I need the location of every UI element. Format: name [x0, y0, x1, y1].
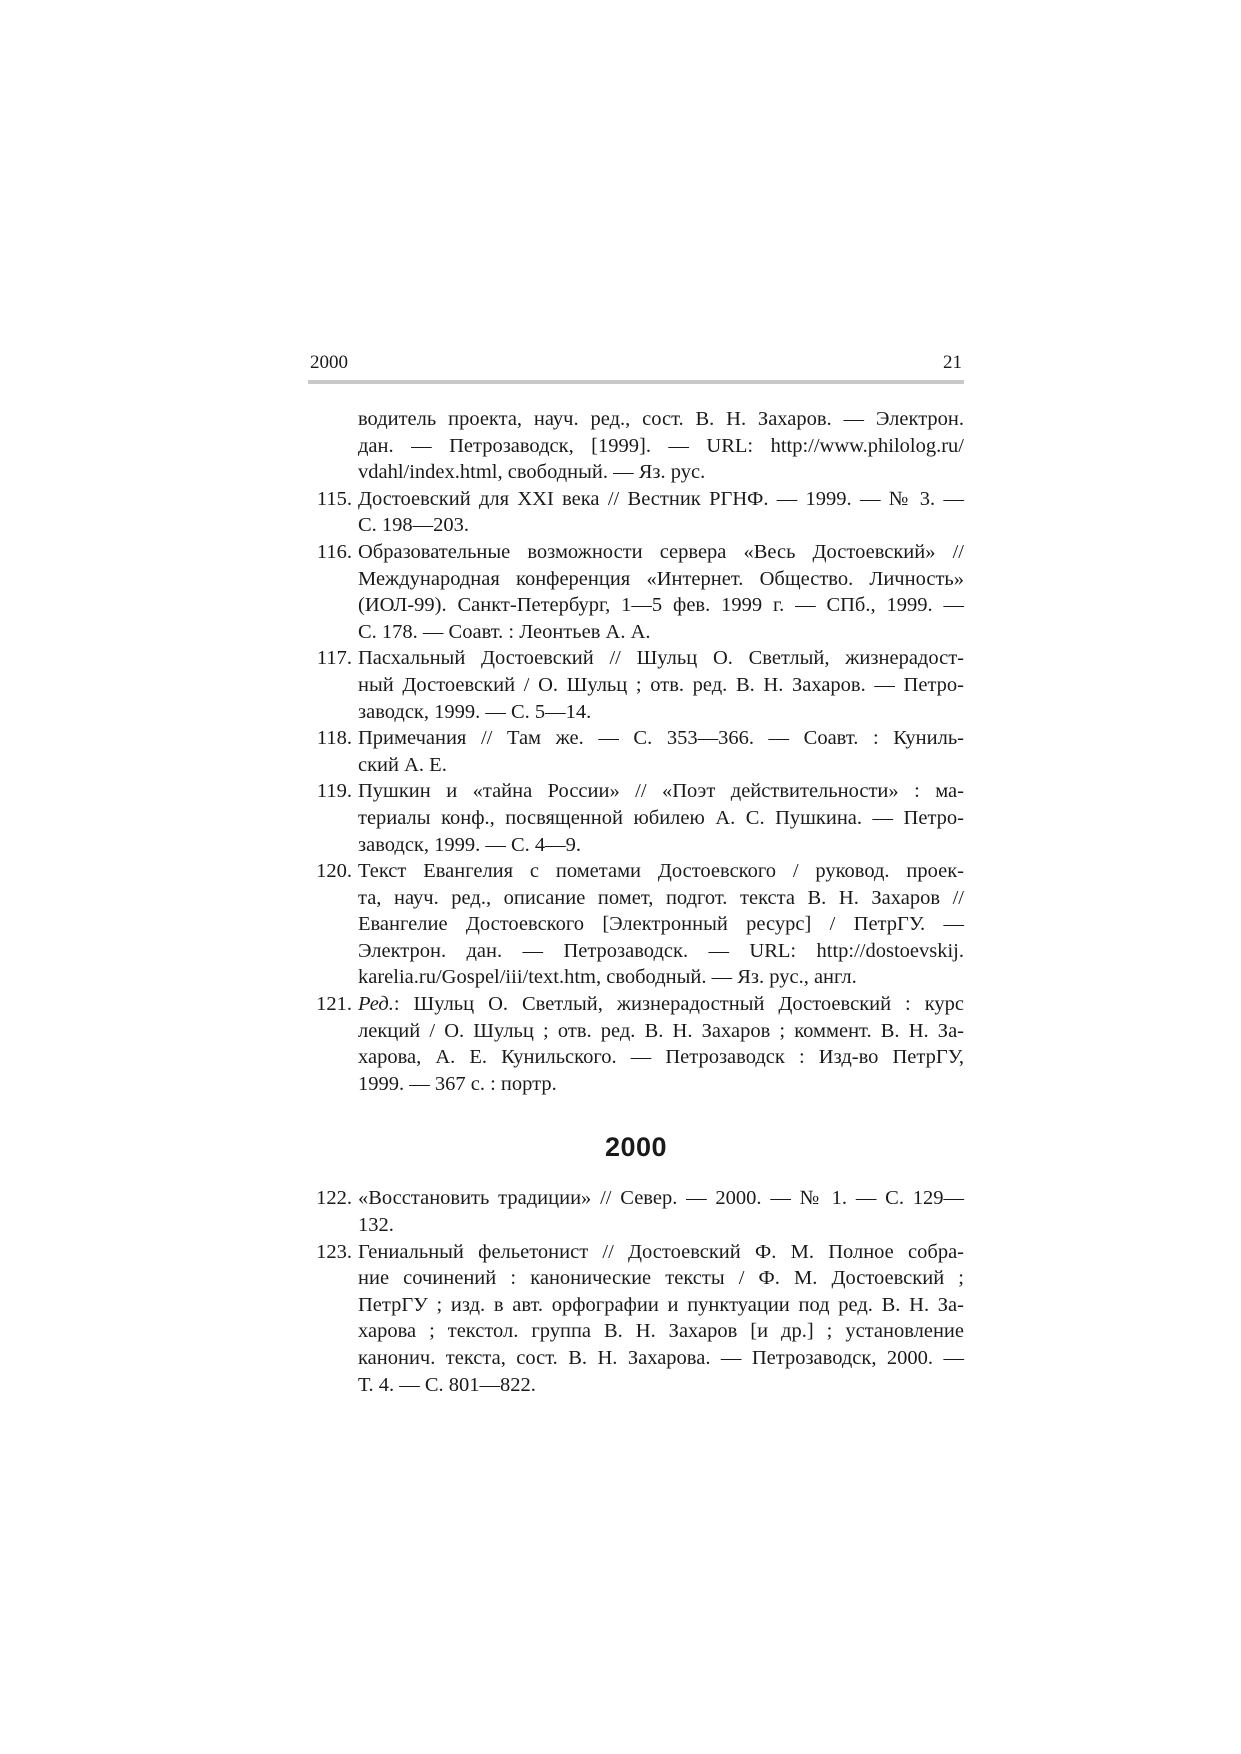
- entry-number: 121.: [316, 993, 352, 1016]
- entry-text-line: Пасхальный Достоевский // Шульц О. Светлый, жизнерадост-: [358, 647, 964, 670]
- bibliography-list: [308, 406, 964, 1398]
- entry-text-line: заводск, 1999. — С. 5—14.: [358, 700, 592, 723]
- entry-text-line: харова ; текстол. группа В. Н. Захаров [и др.] ; установление: [358, 1320, 964, 1343]
- running-head: [308, 352, 964, 384]
- running-head-section: 2000: [310, 352, 348, 373]
- entry-text-line: териалы конф., посвященной юбилею А. С. Пушкина. — Петро-: [358, 806, 964, 829]
- bibliography-entry: [308, 645, 964, 725]
- entry-text-line: Образовательные возможности сервера «Весь Достоевский» //: [358, 540, 964, 563]
- entry-text-line: Т. 4. — С. 801—822.: [358, 1373, 536, 1396]
- entry-text-line: Примечания // Там же. — С. 353—366. — Соавт. : Куниль-: [358, 727, 964, 750]
- bibliography-entry: [308, 406, 964, 486]
- entry-number: 119.: [316, 780, 352, 803]
- entry-number: 120.: [316, 860, 352, 883]
- entry-text: : Шульц О. Светлый, жизнерадостный Достоевский : курс: [393, 993, 964, 1016]
- entry-text-line: Достоевский для XXI века // Вестник РГНФ. — 1999. — № 3. —: [358, 487, 964, 510]
- bibliography-entry: [308, 725, 964, 778]
- entry-text-line: karelia.ru/Gospel/iii/text.htm, свободный. — Яз. рус., англ.: [358, 966, 857, 989]
- entry-number: 123.: [316, 1240, 352, 1263]
- page-number: 21: [943, 352, 962, 373]
- entry-text-line: Пушкин и «тайна России» // «Поэт действительности» : ма-: [358, 780, 964, 803]
- entry-number: 117.: [316, 647, 352, 670]
- book-page: [308, 352, 964, 1398]
- year-heading: 2000: [604, 1132, 668, 1163]
- entry-number: 115.: [316, 487, 352, 510]
- bibliography-entry: [308, 858, 964, 991]
- entry-text-line: (ИОЛ-99). Санкт-Петербург, 1—5 фев. 1999 г. — СПб., 1999. —: [358, 594, 964, 617]
- entry-text-line: С. 198—203.: [358, 514, 470, 537]
- entry-text-line: С. 178. — Соавт. : Леонтьев А. А.: [358, 620, 651, 643]
- bibliography-section-1999: [308, 406, 964, 1097]
- entry-text-line: ние сочинений : канонические тексты / Ф. М. Достоевский ;: [358, 1267, 964, 1290]
- entry-text-line: «Восстановить традиции» // Север. — 2000. — № 1. — С. 129—: [358, 1187, 964, 1210]
- bibliography-entry: [308, 991, 964, 1097]
- bibliography-entry: [308, 486, 964, 539]
- entry-text-line: канонич. текста, сост. В. Н. Захарова. — Петрозаводск, 2000. —: [358, 1347, 964, 1369]
- bibliography-entry: [308, 778, 964, 858]
- entry-text-line: дан. — Петрозаводск, [1999]. — URL: http://www.philolog.ru/: [358, 434, 964, 457]
- bibliography-entry: [308, 539, 964, 645]
- bibliography-entry: [308, 1185, 964, 1238]
- entry-number: 116.: [316, 540, 352, 563]
- entry-text-line: Текст Евангелия с пометами Достоевского / руковод. проек-: [358, 860, 964, 883]
- entry-text-line: водитель проекта, науч. ред., сост. В. Н. Захаров. — Электрон.: [358, 408, 964, 430]
- entry-text-line: Евангелие Достоевского [Электронный ресурс] / ПетрГУ. —: [358, 913, 964, 936]
- entry-text-line: 132.: [358, 1214, 394, 1237]
- entry-text-line: Гениальный фельетонист // Достоевский Ф. М. Полное собра-: [358, 1240, 964, 1263]
- bibliography-entry: [308, 1239, 964, 1399]
- entry-text-line: ский А. Е.: [358, 753, 447, 776]
- entry-text-line: та, науч. ред., описание помет, подгот. текста В. Н. Захаров //: [358, 886, 964, 909]
- entry-text-line: vdahl/index.html, свободный. — Яз. рус.: [358, 461, 706, 484]
- entry-text-line: ПетрГУ ; изд. в авт. орфографии и пунктуации под ред. В. Н. За-: [358, 1293, 964, 1316]
- entry-role-label: Ред.: [358, 993, 394, 1016]
- entry-text-line: 1999. — 367 с. : портр.: [358, 1072, 557, 1095]
- entry-text-line: Международная конференция «Интернет. Общество. Личность»: [358, 567, 964, 590]
- entry-text-line: Электрон. дан. — Петрозаводск. — URL: http://dostoevskij.: [358, 939, 964, 962]
- entry-number: 118.: [316, 727, 352, 750]
- entry-text-line: ный Достоевский / О. Шульц ; отв. ред. В. Н. Захаров. — Петро-: [358, 673, 964, 696]
- entry-text-line: харова, А. Е. Кунильского. — Петрозаводск : Изд-во ПетрГУ,: [358, 1046, 964, 1069]
- bibliography-section-2000: [308, 1185, 964, 1398]
- entry-text-line: лекций / О. Шульц ; отв. ред. В. Н. Захаров ; коммент. В. Н. За-: [358, 1019, 964, 1042]
- entry-text-line: [358, 991, 964, 1018]
- entry-text-line: заводск, 1999. — С. 4—9.: [358, 833, 582, 856]
- entry-number: 122.: [316, 1187, 352, 1210]
